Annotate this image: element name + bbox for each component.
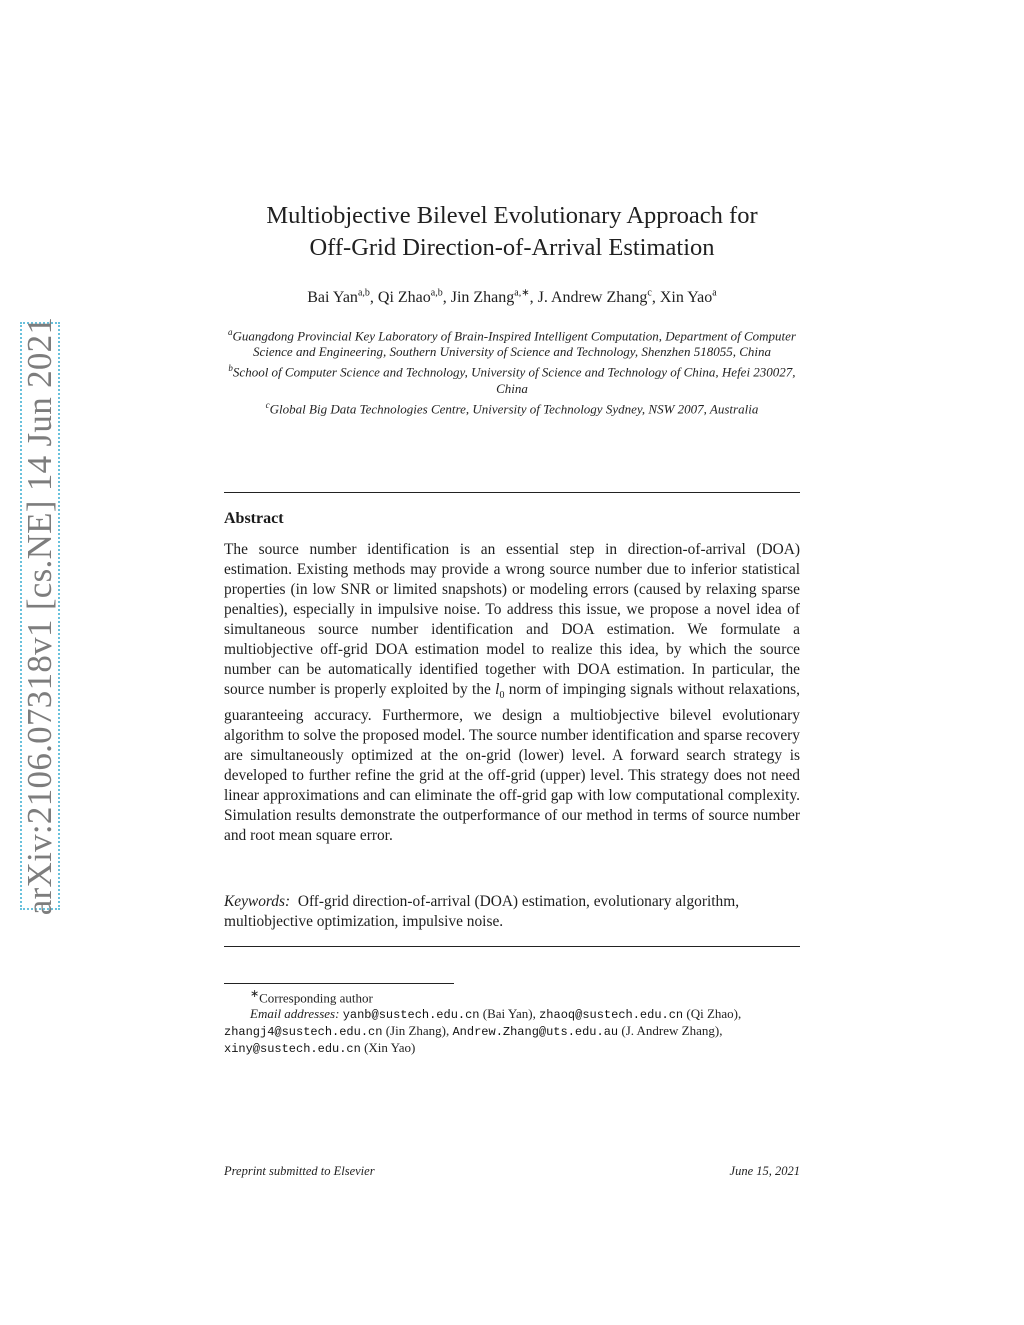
paper-title	[224, 200, 800, 264]
affiliation-a: $^a$Guangdong Provincial Key Laboratory of Brain-Inspired Intelligent Computation, Department of Computer Science and Engineering, Southern University of Science and Technology, Shenzhen 518055, China	[228, 327, 796, 360]
title-line-1: Multiobjective Bilevel Evolutionary Approach for	[266, 202, 758, 229]
email-link-jin-zhang[interactable]: zhangj4@sustech.edu.cn	[224, 1025, 383, 1040]
keywords-text: Off-grid direction-of-arrival (DOA) estimation, evolutionary algorithm, multiobjective optimization, impulsive noise.	[224, 893, 740, 930]
email-link-andrew-zhang[interactable]: Andrew.Zhang@uts.edu.au	[452, 1025, 619, 1040]
keywords	[224, 892, 784, 932]
author-5: Xin Yao$^a$	[659, 288, 717, 307]
email-addresses: Email addresses: yanb@sustech.edu.cn (Bai Yan), zhaoq@sustech.edu.cn (Qi Zhao), zhangj4@sustech.edu.cn (Jin Zhang), Andrew.Zhang@uts.edu.au (J. Andrew Zhang), xiny@sustech.edu.cn (Xin Yao)	[224, 1006, 742, 1057]
abstract-heading: Abstract	[224, 510, 284, 527]
corresponding-author-note: ∗Corresponding author	[250, 988, 373, 1006]
email-link-xin-yao[interactable]: xiny@sustech.edu.cn	[224, 1042, 361, 1057]
abstract-body: The source number identification is an essential step in direction-of-arrival (DOA) estimation. Existing methods may provide a wrong source number due to inferior statistical properties (in low SNR or limited snapshots) or modeling errors (caused by relaxing sparse penalties), especially in impulsive noise. To address this issue, we propose a novel idea of simultaneous source number identification and DOA estimation. We formulate a multiobjective off-grid DOA estimation model to realize this idea, by which the source number can be automatically identified together with DOA estimation. In particular, the source number is properly exploited by the $l_0$ norm of impinging signals without relaxations, guaranteeing accuracy. Furthermore, we design a multiobjective bilevel evolutionary algorithm to solve the proposed model. The source number identification and sparse recovery are simultaneously optimized at the on-grid (lower) level. A forward search strategy is developed to further refine the grid at the off-grid (upper) level. This strategy does not need linear approximations and can eliminate the off-grid gap with low computational complexity. Simulation results demonstrate the outperformance of our method in terms of source number and root mean square error.	[224, 541, 800, 845]
footer-preprint-note: Preprint submitted to Elsevier	[224, 1164, 375, 1178]
keywords-label: Keywords:	[224, 893, 291, 910]
author-1: Bai Yan$^{a,b}$,	[307, 288, 378, 307]
author-list	[224, 288, 800, 307]
arxiv-id-text: arXiv:2106.07318v1 [cs.NE] 14 Jun 2021	[20, 316, 59, 916]
email-label: Email addresses:	[250, 1006, 340, 1022]
affiliations	[224, 324, 800, 417]
email-link-bai-yan[interactable]: yanb@sustech.edu.cn	[342, 1008, 480, 1023]
page-footer	[224, 1164, 800, 1179]
affiliation-c: $^c$Global Big Data Technologies Centre, University of Technology Sydney, NSW 2007, Australia	[265, 399, 759, 416]
arxiv-identifier-stamp[interactable]	[20, 316, 60, 916]
footnotes	[224, 986, 800, 1057]
abstract-top-rule	[224, 492, 800, 493]
author-2: Qi Zhao$^{a,b}$,	[377, 288, 451, 307]
author-3: Jin Zhang$^{a,∗}$,	[450, 288, 538, 307]
footnote-rule	[224, 983, 454, 984]
abstract-bottom-rule	[224, 946, 800, 947]
author-4: J. Andrew Zhang$^c$,	[537, 288, 660, 307]
title-line-2: Off-Grid Direction-of-Arrival Estimation	[309, 234, 715, 261]
footer-date: June 15, 2021	[729, 1164, 800, 1178]
affiliation-b: $^b$School of Computer Science and Technology, University of Science and Technology of China, Hefei 230027, China	[228, 363, 796, 396]
email-link-qi-zhao[interactable]: zhaoq@sustech.edu.cn	[539, 1008, 684, 1023]
